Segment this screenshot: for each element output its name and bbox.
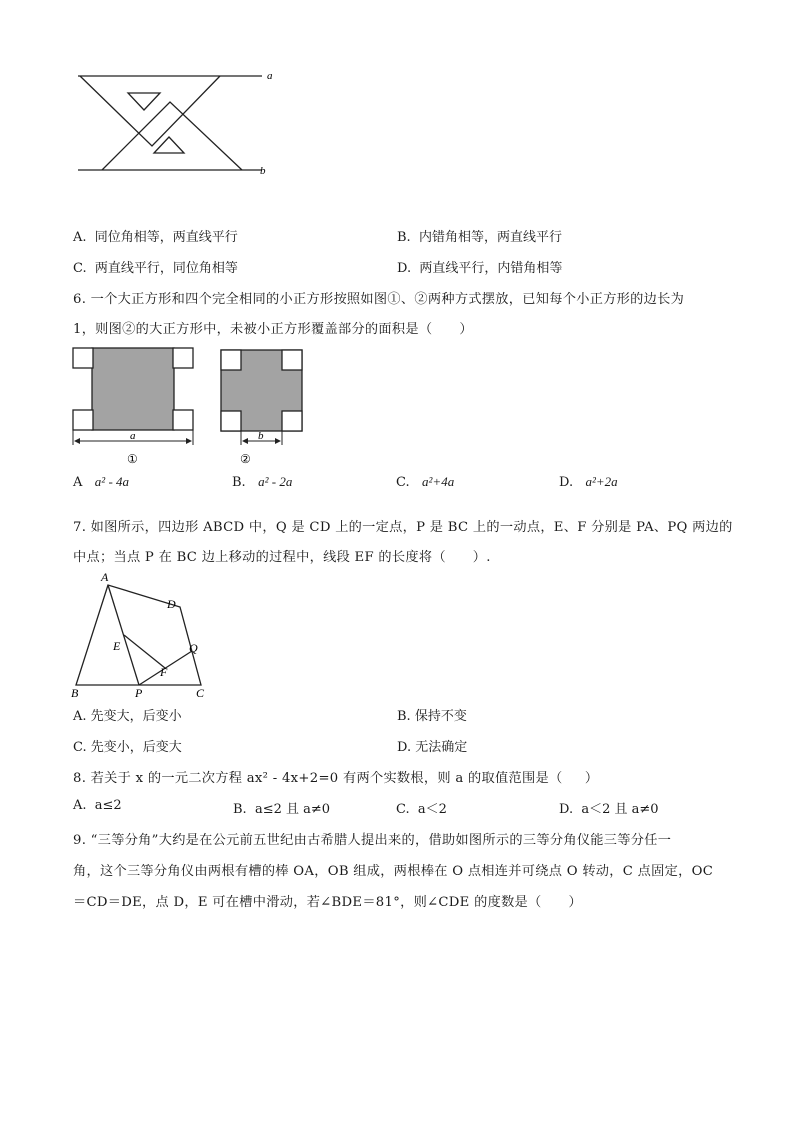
q5-option-b[interactable]: B. 内错角相等，两直线平行 xyxy=(397,230,562,245)
q5-option-c[interactable]: C. 两直线平行，同位角相等 xyxy=(73,261,238,276)
q9-stem-line3: ＝CD＝DE，点 D，E 可在槽中滑动，若∠BDE＝81°，则∠CDE 的度数是（ ） xyxy=(73,895,582,910)
q8-option-a[interactable]: A. a≤2 xyxy=(73,798,122,813)
segment-ef xyxy=(124,635,165,668)
label-D: D xyxy=(167,597,176,611)
label-b: b xyxy=(260,165,266,177)
label-F: F xyxy=(160,665,168,679)
q7-option-a[interactable]: A. 先变大，后变小 xyxy=(73,709,182,724)
label-B: B xyxy=(71,686,79,700)
q5-option-a[interactable]: A. 同位角相等，两直线平行 xyxy=(73,230,238,245)
q8-option-b[interactable]: B. a≤2 且 a≠0 xyxy=(233,802,331,817)
q6-stem-line1: 6. 一个大正方形和四个完全相同的小正方形按照如图①、②两种方式摆放，已知每个小正方形的边长为 xyxy=(73,292,685,307)
upper-set-square xyxy=(80,76,220,146)
quadrilateral-abcd xyxy=(76,585,201,685)
q8-option-d[interactable]: D. a＜2 且 a≠0 xyxy=(559,802,659,817)
lower-set-square xyxy=(102,102,242,170)
q6-option-d[interactable]: D. a²+2a xyxy=(559,474,618,490)
q7-stem-line2: 中点；当点 P 在 BC 边上移动的过程中，线段 EF 的长度将（ ）. xyxy=(73,550,491,565)
q6-figure-1 xyxy=(70,345,196,467)
q7-option-c[interactable]: C. 先变小，后变大 xyxy=(73,740,182,755)
q7-option-d[interactable]: D. 无法确定 xyxy=(397,740,468,755)
label-P: P xyxy=(135,686,143,700)
q6-fig1-dim-a: a xyxy=(130,430,136,442)
q6-fig2-dim-b: b xyxy=(258,430,264,442)
q7-figure xyxy=(68,568,218,700)
q9-stem-line1: 9. “三等分角”大约是在公元前五世纪由古希腊人提出来的，借助如图所示的三等分角仪能三等分任一 xyxy=(73,833,672,848)
label-C: C xyxy=(196,686,205,700)
q5-figure xyxy=(70,62,280,186)
q7-stem-line1: 7. 如图所示，四边形 ABCD 中，Q 是 CD 上的一定点，P 是 BC 上的一动点，E、F 分别是 PA、PQ 两边的 xyxy=(73,520,733,535)
q6-fig1-caption: ① xyxy=(127,452,138,466)
label-A: A xyxy=(101,570,109,584)
label-E: E xyxy=(113,639,121,653)
q5-option-d[interactable]: D. 两直线平行，内错角相等 xyxy=(397,261,563,276)
q8-stem: 8. 若关于 x 的一元二次方程 ax² - 4x+2=0 有两个实数根，则 a 的取值范围是（ ） xyxy=(73,771,599,786)
label-a: a xyxy=(267,70,273,82)
segment-pa xyxy=(108,585,139,685)
q9-stem-line2: 角，这个三等分角仪由两根有槽的棒 OA，OB 组成，两根棒在 O 点相连并可绕点 O 转动，C 点固定，OC xyxy=(73,864,714,879)
q6-figure-2 xyxy=(218,345,308,467)
q8-option-c[interactable]: C. a＜2 xyxy=(396,802,447,817)
q6-stem-line2: 1，则图②的大正方形中，未被小正方形覆盖部分的面积是（ ） xyxy=(73,322,473,337)
label-Q: Q xyxy=(189,641,198,655)
q6-option-a[interactable]: A a² - 4a xyxy=(73,474,130,490)
q7-option-b[interactable]: B. 保持不变 xyxy=(397,709,467,724)
q6-fig2-caption: ② xyxy=(240,452,251,466)
q6-option-c[interactable]: C. a²+4a xyxy=(396,474,455,490)
upper-set-square-hole xyxy=(128,93,160,110)
q6-option-b[interactable]: B. a² - 2a xyxy=(232,474,293,490)
